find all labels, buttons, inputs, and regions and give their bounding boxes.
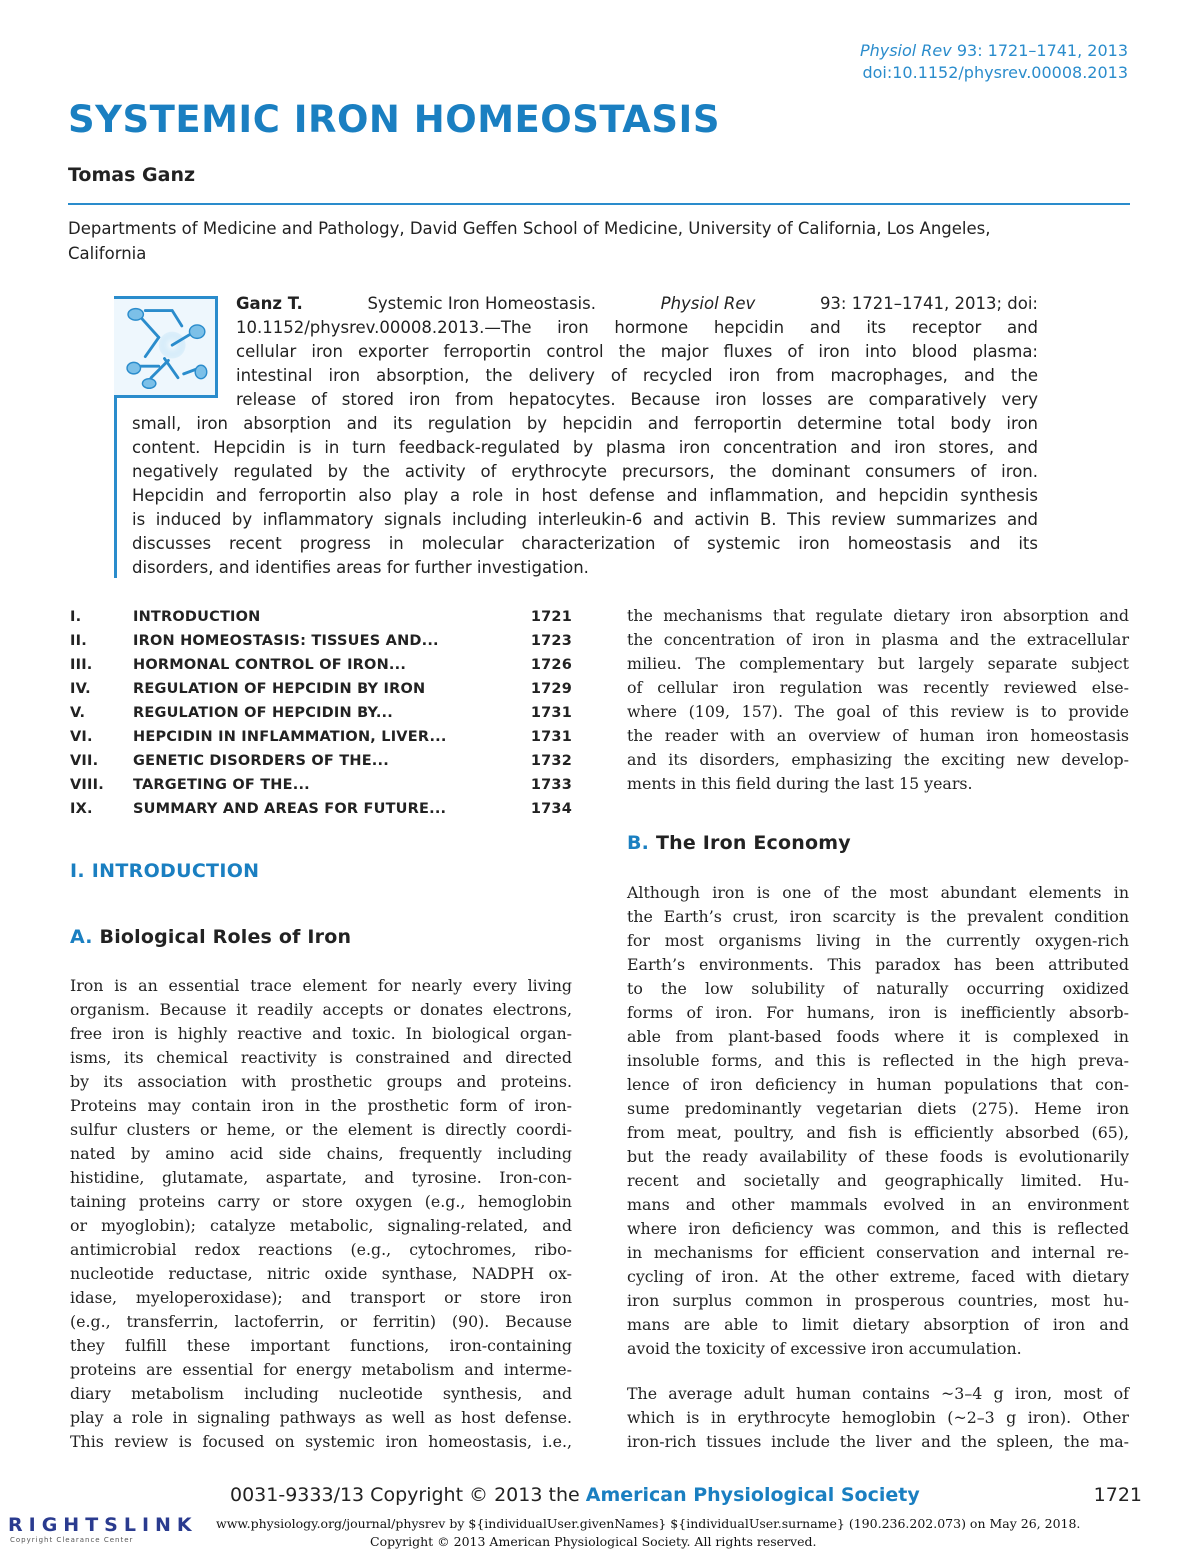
toc-number: IV. <box>70 681 91 697</box>
toc-page: 1723 <box>530 633 572 649</box>
body-line: mans and other mammals evolved in an environment <box>627 1195 1129 1214</box>
toc-entry[interactable] <box>70 633 572 655</box>
subsection-title: The Iron Economy <box>655 832 851 854</box>
body-line: taining proteins carry or store oxygen (e.g., hemoglobin <box>70 1192 572 1211</box>
toc-number: VII. <box>70 753 99 769</box>
abstract-line: 10.1152/physrev.00008.2013.—The iron hormone hepcidin and its receptor and <box>236 318 1038 337</box>
body-line: Iron is an essential trace element for nearly every living <box>70 976 572 995</box>
body-line: iron surplus common in prosperous countries, most hu- <box>627 1291 1129 1310</box>
body-line: which is in erythrocyte hemoglobin (~2–3 g iron). Other <box>627 1408 1129 1427</box>
toc-page: 1726 <box>530 657 572 673</box>
body-line: (e.g., transferrin, lactoferrin, or ferritin) (90). Because <box>70 1312 572 1331</box>
author-name: Tomas Ganz <box>68 164 196 186</box>
toc-number: VI. <box>70 729 93 745</box>
toc-entry[interactable] <box>70 753 572 775</box>
abstract-line: release of stored iron from hepatocytes. Because iron losses are comparatively very <box>236 390 1038 409</box>
body-line: This review is focused on systemic iron homeostasis, i.e., <box>70 1432 572 1451</box>
body-line: or myoglobin); catalyze metabolic, signaling-related, and <box>70 1216 572 1235</box>
toc-number: II. <box>70 633 87 649</box>
abstract-graphic <box>114 296 218 398</box>
section-heading: I. INTRODUCTION <box>70 860 260 882</box>
affiliation <box>68 216 1128 266</box>
abstract-citation <box>236 294 1038 313</box>
toc-title: TARGETING OF THE... <box>133 777 310 793</box>
toc-title: HEPCIDIN IN INFLAMMATION, LIVER... <box>133 729 447 745</box>
body-line: in mechanisms for efficient conservation and internal re- <box>627 1243 1129 1262</box>
toc-title: SUMMARY AND AREAS FOR FUTURE... <box>133 801 447 817</box>
body-line: of cellular iron regulation was recently reviewed else- <box>627 678 1129 697</box>
toc-entry[interactable] <box>70 657 572 679</box>
body-line: diary metabolism including nucleotide synthesis, and <box>70 1384 572 1403</box>
toc-page: 1732 <box>530 753 572 769</box>
molecule-illustration-icon <box>114 299 215 395</box>
body-line: avoid the toxicity of excessive iron accumulation. <box>627 1339 1022 1358</box>
rightslink-logo-subtitle: Copyright Clearance Center <box>10 1536 134 1544</box>
toc-entry[interactable] <box>70 777 572 799</box>
abstract-cite-title: Systemic Iron Homeostasis. <box>367 294 596 313</box>
page-number: 1721 <box>1093 1484 1142 1506</box>
toc-page: 1731 <box>530 729 572 745</box>
toc-number: III. <box>70 657 93 673</box>
toc-title: GENETIC DISORDERS OF THE... <box>133 753 389 769</box>
body-line: organism. Because it readily accepts or donates electrons, <box>70 1000 572 1019</box>
footer-copyright-prefix: 0031-9333/13 Copyright © 2013 the <box>230 1484 580 1506</box>
toc-number: VIII. <box>70 777 104 793</box>
body-line: insoluble forms, and this is reflected in the high preva- <box>627 1051 1129 1070</box>
body-line: forms of iron. For humans, iron is inefficiently absorb- <box>627 1003 1129 1022</box>
body-line: sulfur clusters or heme, or the element is directly coordi- <box>70 1120 572 1139</box>
body-line: Although iron is one of the most abundant elements in <box>627 883 1129 902</box>
rightslink-logo <box>0 1514 212 1550</box>
abstract-line: content. Hepcidin is in turn feedback-regulated by plasma iron concentration and iron stores, and <box>132 438 1038 457</box>
toc-title: INTRODUCTION <box>133 609 261 625</box>
toc-entry[interactable] <box>70 729 572 751</box>
title-divider <box>68 203 1130 205</box>
abstract-line: negatively regulated by the activity of erythrocyte precursors, the dominant consumers of iron. <box>132 462 1038 481</box>
body-line: they fulfill these important functions, iron-containing <box>70 1336 572 1355</box>
body-line: idase, myeloperoxidase); and transport or store iron <box>70 1288 572 1307</box>
body-line: iron-rich tissues include the liver and the spleen, the ma- <box>627 1432 1129 1451</box>
body-line: but the ready availability of these foods is evolutionarily <box>627 1147 1129 1166</box>
body-line: by its association with prosthetic groups and proteins. <box>70 1072 572 1091</box>
toc-entry[interactable] <box>70 681 572 703</box>
subsection-letter: A. <box>70 926 93 948</box>
toc-page: 1733 <box>530 777 572 793</box>
body-line: ments in this field during the last 15 years. <box>627 774 973 793</box>
body-line: Earth’s environments. This paradox has been attributed <box>627 955 1129 974</box>
journal-citation: 93: 1721–1741, 2013 <box>956 41 1128 60</box>
body-line: Proteins may contain iron in the prosthetic form of iron- <box>70 1096 572 1115</box>
toc-title: IRON HOMEOSTASIS: TISSUES AND... <box>133 633 439 649</box>
abstract-line: Hepcidin and ferroportin also play a role in host defense and inflammation, and hepcidin synthesis <box>132 486 1038 505</box>
abstract-cite-author: Ganz T. <box>236 294 303 313</box>
body-line: play a role in signaling pathways as well as host defense. <box>70 1408 572 1427</box>
body-line: proteins are essential for energy metabolism and interme- <box>70 1360 572 1379</box>
body-line: nated by amino acid side chains, frequently including <box>70 1144 572 1163</box>
download-stamp: www.physiology.org/journal/physrev by ${individualUser.givenNames} ${individualUser.surname} (190.236.202.073) on May 26, 2018. <box>216 1516 1081 1531</box>
body-line: isms, its chemical reactivity is constrained and directed <box>70 1048 572 1067</box>
toc-title: REGULATION OF HEPCIDIN BY IRON <box>133 681 426 697</box>
body-line: the concentration of iron in plasma and the extracellular <box>627 630 1129 649</box>
body-line: where (109, 157). The goal of this review is to provide <box>627 702 1129 721</box>
body-line: recent and societally and geographically limited. Hu- <box>627 1171 1129 1190</box>
footer-copyright <box>230 1484 920 1506</box>
body-line: where iron deficiency was common, and this is reflected <box>627 1219 1129 1238</box>
toc-entry[interactable] <box>70 705 572 727</box>
abstract-line: discusses recent progress in molecular characterization of systemic iron homeostasis and its <box>132 534 1038 553</box>
article-title: SYSTEMIC IRON HOMEOSTASIS <box>68 98 720 141</box>
toc-number: IX. <box>70 801 93 817</box>
body-line: sume predominantly vegetarian diets (275). Heme iron <box>627 1099 1129 1118</box>
abstract-cite-journal: Physiol Rev <box>660 294 756 313</box>
body-line: mans are able to limit dietary absorption of iron and <box>627 1315 1129 1334</box>
body-line: from meat, poultry, and fish is efficiently absorbed (65), <box>627 1123 1129 1142</box>
subsection-title: Biological Roles of Iron <box>99 926 352 948</box>
abstract-line: intestinal iron absorption, the delivery of recycled iron from macrophages, and the <box>236 366 1038 385</box>
toc-entry[interactable] <box>70 801 572 823</box>
toc-page: 1721 <box>530 609 572 625</box>
body-line: for most organisms living in the currently oxygen-rich <box>627 931 1129 950</box>
affiliation-line: California <box>68 244 147 263</box>
body-line: antimicrobial redox reactions (e.g., cytochromes, ribo- <box>70 1240 572 1259</box>
toc-title: HORMONAL CONTROL OF IRON... <box>133 657 407 673</box>
doi-link[interactable]: doi:10.1152/physrev.00008.2013 <box>862 63 1128 82</box>
body-line: and its disorders, emphasizing the exciting new develop- <box>627 750 1129 769</box>
abstract-cite-rest: 93: 1721–1741, 2013; doi: <box>819 294 1038 313</box>
abstract-line: cellular iron exporter ferroportin control the major fluxes of iron into blood plasma: <box>236 342 1038 361</box>
body-line: the Earth’s crust, iron scarcity is the prevalent condition <box>627 907 1129 926</box>
subsection-heading-a <box>70 926 351 948</box>
body-line: histidine, glutamate, aspartate, and tyrosine. Iron-con- <box>70 1168 572 1187</box>
body-line: free iron is highly reactive and toxic. In biological organ- <box>70 1024 572 1043</box>
body-line: The average adult human contains ~3–4 g iron, most of <box>627 1384 1129 1403</box>
abstract-line: is induced by inflammatory signals including interleukin-6 and activin B. This review summarizes and <box>132 510 1038 529</box>
toc-page: 1731 <box>530 705 572 721</box>
download-copyright: Copyright © 2013 American Physiological Society. All rights reserved. <box>370 1534 817 1549</box>
body-line: milieu. The complementary but largely separate subject <box>627 654 1129 673</box>
abstract-line: small, iron absorption and its regulation by hepcidin and ferroportin determine total body iron <box>132 414 1038 433</box>
subsection-letter: B. <box>627 832 650 854</box>
rightslink-logo-text: RIGHTSLINK <box>8 1514 198 1536</box>
body-line: cycling of iron. At the other extreme, faced with dietary <box>627 1267 1129 1286</box>
body-line: nucleotide reductase, nitric oxide synthase, NADPH ox- <box>70 1264 572 1283</box>
body-line: the mechanisms that regulate dietary iron absorption and <box>627 606 1129 625</box>
body-line: to the low solubility of naturally occurring oxidized <box>627 979 1129 998</box>
body-line: the reader with an overview of human iron homeostasis <box>627 726 1129 745</box>
toc-page: 1729 <box>530 681 572 697</box>
journal-header <box>860 40 1128 84</box>
body-line: lence of iron deficiency in human populations that con- <box>627 1075 1129 1094</box>
affiliation-line: Departments of Medicine and Pathology, David Geffen School of Medicine, University of California, Los Angeles, <box>68 219 991 238</box>
toc-number: I. <box>70 609 82 625</box>
society-name[interactable]: American Physiological Society <box>585 1484 920 1506</box>
body-line: able from plant-based foods where it is complexed in <box>627 1027 1129 1046</box>
abstract-line: disorders, and identifies areas for further investigation. <box>132 558 589 577</box>
toc-title: REGULATION OF HEPCIDIN BY... <box>133 705 393 721</box>
toc-number: V. <box>70 705 86 721</box>
journal-name: Physiol Rev <box>859 41 952 60</box>
subsection-heading-b <box>627 832 851 854</box>
toc-page: 1734 <box>530 801 572 817</box>
toc-entry[interactable] <box>70 609 572 631</box>
